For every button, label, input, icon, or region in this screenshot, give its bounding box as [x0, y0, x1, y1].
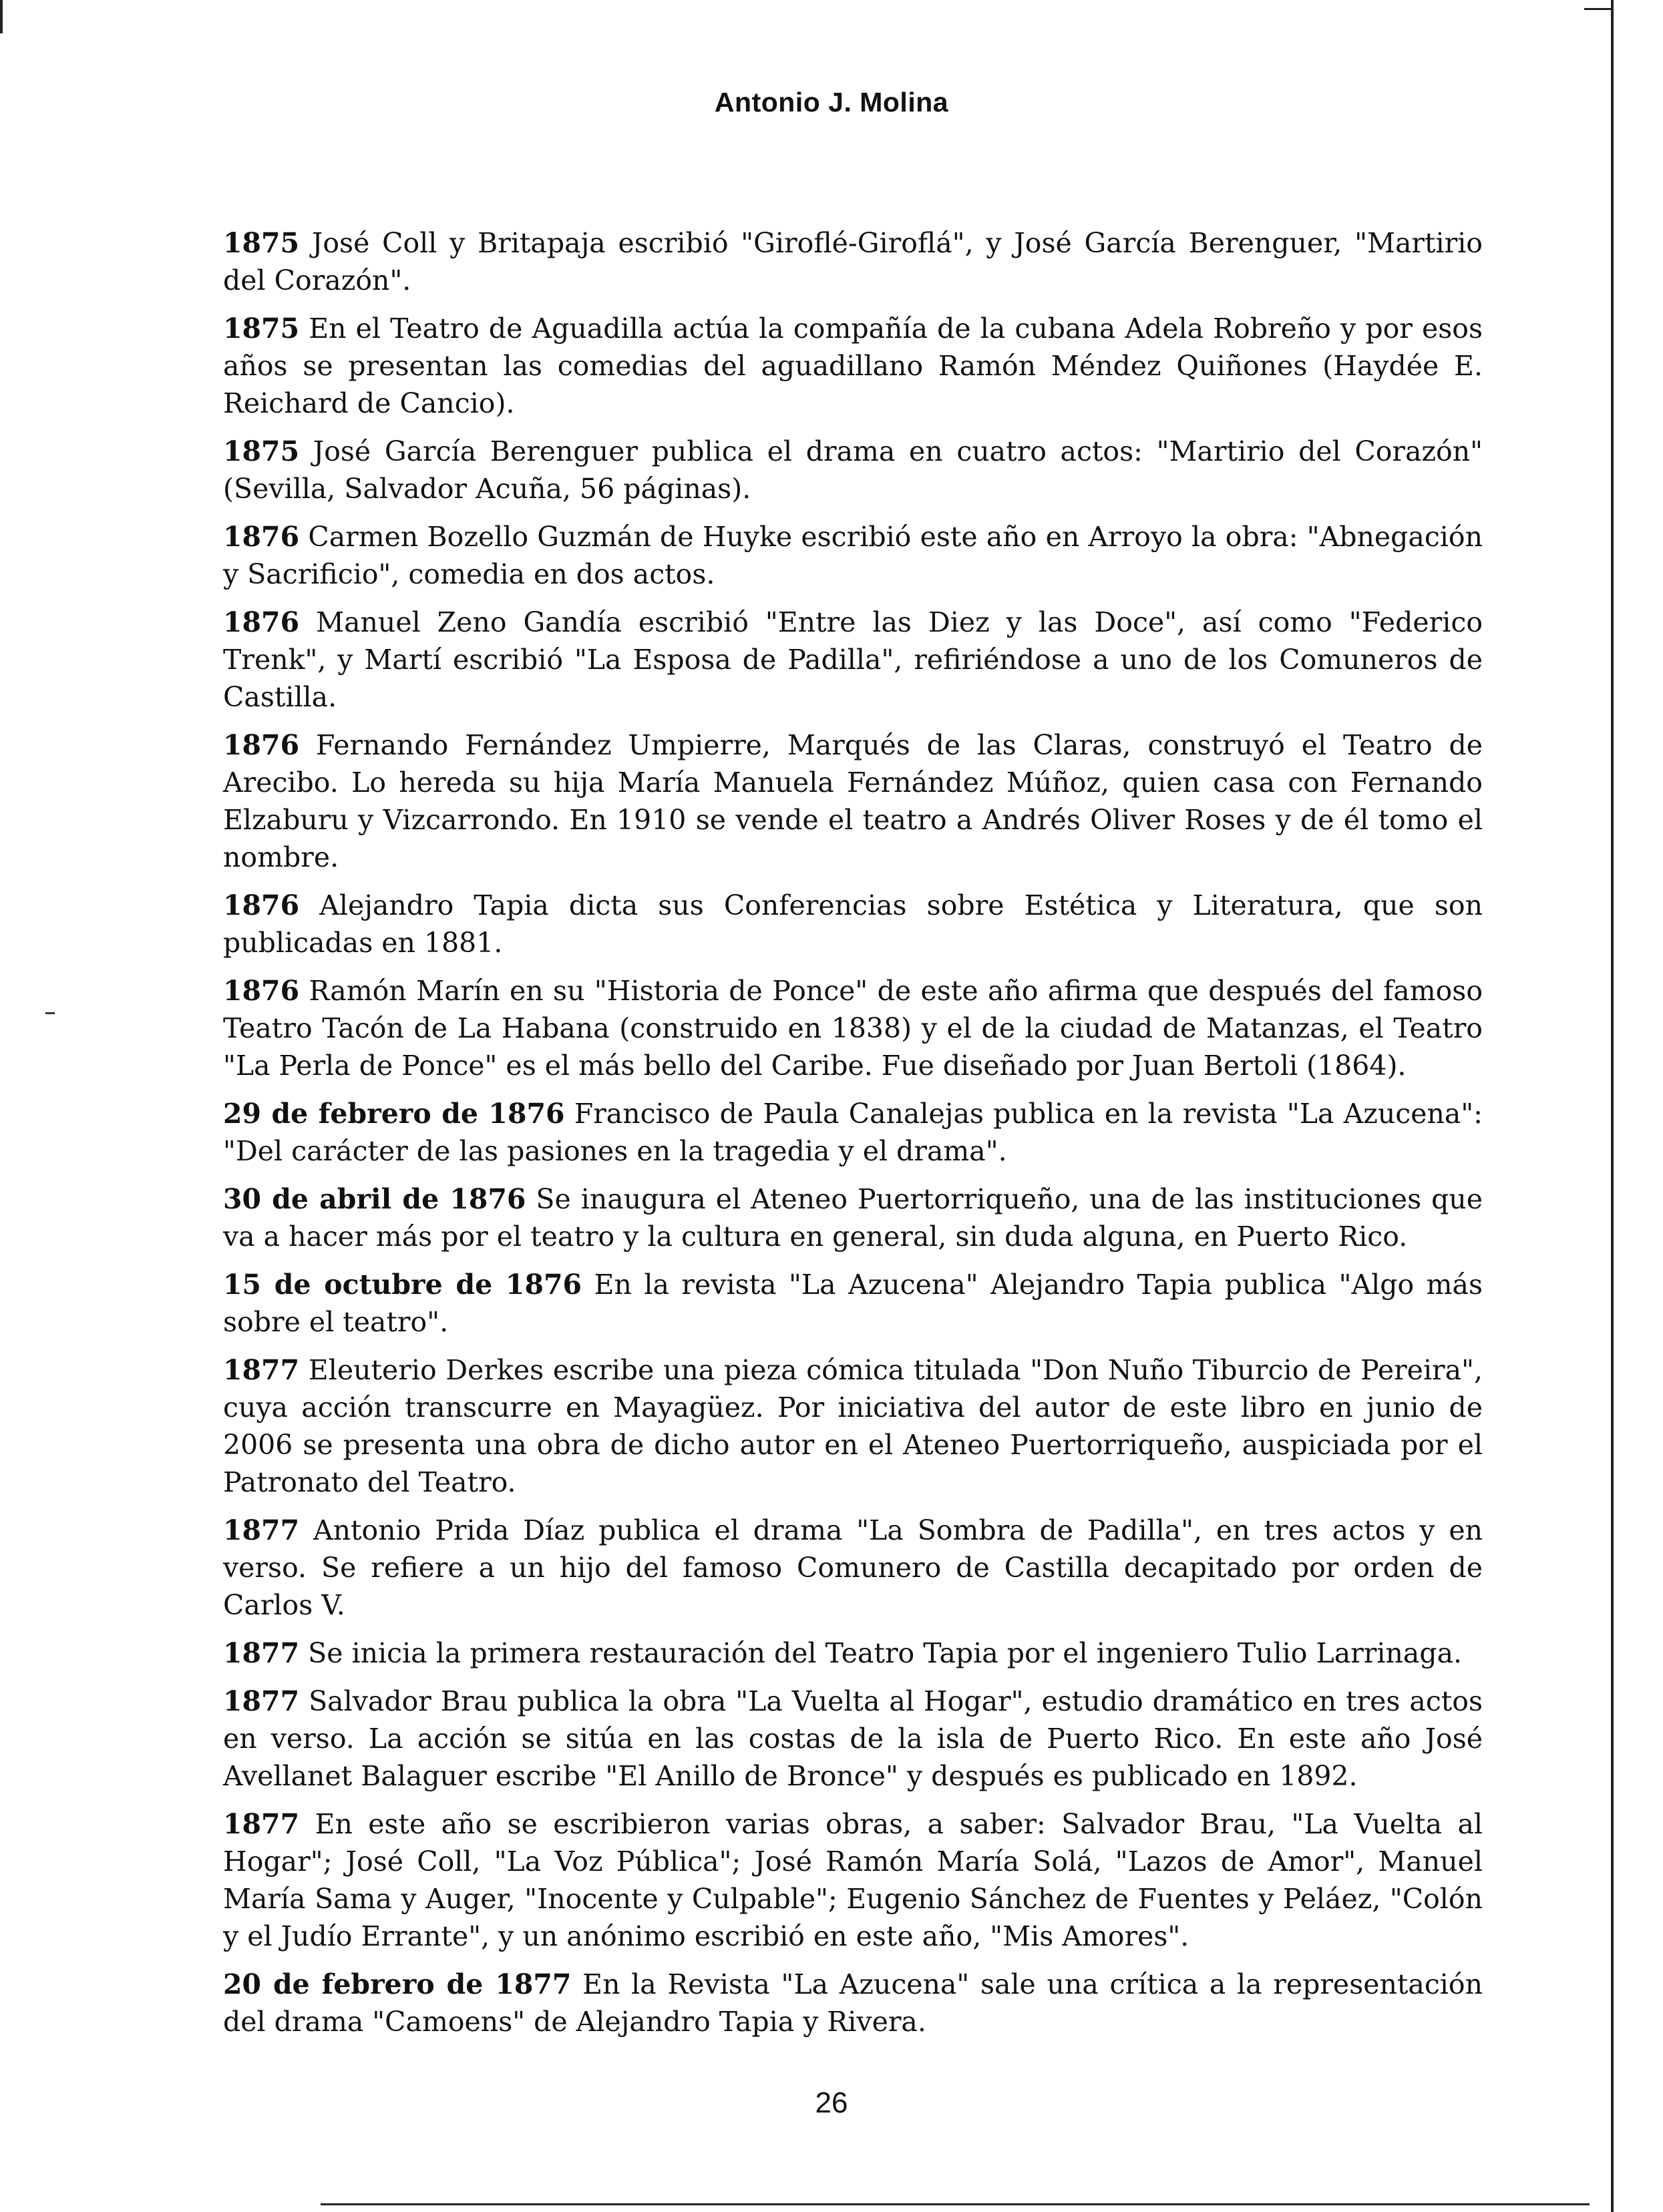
entry-text: Se inicia la primera restauración del Teatro Tapia por el ingeniero Tulio Larrinaga. [299, 1637, 1463, 1669]
running-header: Antonio J. Molina [714, 87, 949, 118]
entry-text: Se inaugura el Ateneo Puertorriqueño, una de las instituciones que va a hacer más por el teatro y la cultura en general, sin duda alguna, en Puerto Rico. [223, 1183, 1483, 1253]
entry-date: 15 de octubre de 1876 [223, 1269, 582, 1301]
entry-date: 1876 [223, 729, 300, 761]
entry-text: En la Revista "La Azucena" sale una crítica a la representación del drama "Camoens" de Alejandro Tapia y Rivera. [223, 1968, 1483, 2038]
entry-date: 1876 [223, 521, 300, 553]
entry-text: En el Teatro de Aguadilla actúa la compañía de la cubana Adela Robreño y por esos años se presentan las comedias del aguadillano Ramón Méndez Quiñones (Haydée E. Reichard de Cancio). [223, 312, 1483, 419]
entry-text: José García Berenguer publica el drama en cuatro actos: "Martirio del Corazón" (Sevilla, Salvador Acuña, 56 páginas). [223, 435, 1483, 505]
entry-date: 20 de febrero de 1877 [223, 1968, 572, 2000]
entry-text: En la revista "La Azucena" Alejandro Tapia publica "Algo más sobre el teatro". [223, 1269, 1483, 1338]
chronology-entry [223, 604, 1483, 716]
chronology-entry [223, 1180, 1483, 1255]
entry-date: 29 de febrero de 1876 [223, 1098, 565, 1130]
entry-text: José Coll y Britapaja escribió "Giroflé-Giroflá", y José García Berenguer, "Martirio del Corazón". [223, 227, 1483, 296]
entry-text: Eleuterio Derkes escribe una pieza cómica titulada "Don Nuño Tiburcio de Pereira", cuya acción transcurre en Mayagüez. Por iniciativa del autor de este libro en junio de 2006 se presenta una obra de dicho autor en el Ateneo Puertorriqueño, auspiciada por el Patronato del Teatro. [223, 1354, 1483, 1498]
chronology-entry [223, 1351, 1483, 1501]
entry-date: 1875 [223, 435, 300, 467]
entry-text: Fernando Fernández Umpierre, Marqués de las Claras, construyó el Teatro de Arecibo. Lo hereda su hija María Manuela Fernández Múñoz, quien casa con Fernando Elzaburu y Vizcarrondo. En 1910 se vende el teatro a Andrés Oliver Roses y de él tomo el nombre. [223, 729, 1483, 873]
entry-date: 1877 [223, 1354, 300, 1386]
entry-text: Salvador Brau publica la obra "La Vuelta al Hogar", estudio dramático en tres actos en verso. La acción se sitúa en las costas de la isla de Puerto Rico. En este año José Avellanet Balaguer escribe "El Anillo de Bronce" y después es publicado en 1892. [223, 1685, 1483, 1792]
scan-border-right [1611, 0, 1614, 2212]
scan-border-left [0, 0, 3, 33]
chronology-entry [223, 1095, 1483, 1170]
chronology-entry [223, 433, 1483, 507]
entry-date: 1876 [223, 975, 300, 1007]
entry-text: Manuel Zeno Gandía escribió "Entre las Diez y las Doce", así como "Federico Trenk", y Martí escribió "La Esposa de Padilla", refiriéndose a uno de los Comuneros de Castilla. [223, 606, 1483, 713]
entry-text: Francisco de Paula Canalejas publica en la revista "La Azucena": "Del carácter de las pasiones en la tragedia y el drama". [223, 1098, 1483, 1167]
chronology-entry [223, 1266, 1483, 1341]
scan-border-top-right [1584, 8, 1614, 10]
chronology-entry [223, 1966, 1483, 2040]
entry-text: Carmen Bozello Guzmán de Huyke escribió este año en Arroyo la obra: "Abnegación y Sacrificio", comedia en dos actos. [223, 521, 1483, 590]
scan-border-bottom [321, 2203, 1590, 2205]
chronology-entry [223, 1634, 1483, 1672]
chronology-entry [223, 726, 1483, 876]
entry-date: 1876 [223, 889, 300, 921]
margin-mark [45, 1012, 55, 1014]
entry-text: Ramón Marín en su "Historia de Ponce" de este año afirma que después del famoso Teatro Tacón de La Habana (construido en 1838) y el de la ciudad de Matanzas, el Teatro "La Perla de Ponce" es el más bello del Caribe. Fue diseñado por Juan Bertoli (1864). [223, 975, 1483, 1082]
entry-text: En este año se escribieron varias obras, a saber: Salvador Brau, "La Vuelta al Hogar"; José Coll, "La Voz Pública"; José Ramón María Solá, "Lazos de Amor", Manuel María Sama y Auger, "Inocente y Culpable"; Eugenio Sánchez de Fuentes y Peláez, "Colón y el Judío Errante", y un anónimo escribió en este año, "Mis Amores". [223, 1808, 1483, 1952]
entry-date: 1877 [223, 1514, 300, 1546]
page-number: 26 [815, 2086, 848, 2119]
entry-date: 1875 [223, 227, 300, 259]
page-body [223, 224, 1483, 2051]
entry-date: 1875 [223, 312, 300, 345]
chronology-entry [223, 518, 1483, 593]
entry-date: 1877 [223, 1808, 300, 1840]
chronology-entry [223, 972, 1483, 1084]
chronology-entry [223, 224, 1483, 299]
chronology-entry [223, 310, 1483, 422]
entry-text: Alejandro Tapia dicta sus Conferencias sobre Estética y Literatura, que son publicadas en 1881. [223, 889, 1483, 959]
entry-text: Antonio Prida Díaz publica el drama "La Sombra de Padilla", en tres actos y en verso. Se refiere a un hijo del famoso Comunero de Castilla decapitado por orden de Carlos V. [223, 1514, 1483, 1621]
entry-date: 1876 [223, 606, 300, 638]
entry-date: 1877 [223, 1637, 300, 1669]
chronology-entry [223, 1683, 1483, 1795]
chronology-entry [223, 1512, 1483, 1624]
chronology-entry [223, 1805, 1483, 1955]
entry-date: 30 de abril de 1876 [223, 1183, 526, 1215]
entry-date: 1877 [223, 1685, 300, 1717]
chronology-entry [223, 887, 1483, 961]
